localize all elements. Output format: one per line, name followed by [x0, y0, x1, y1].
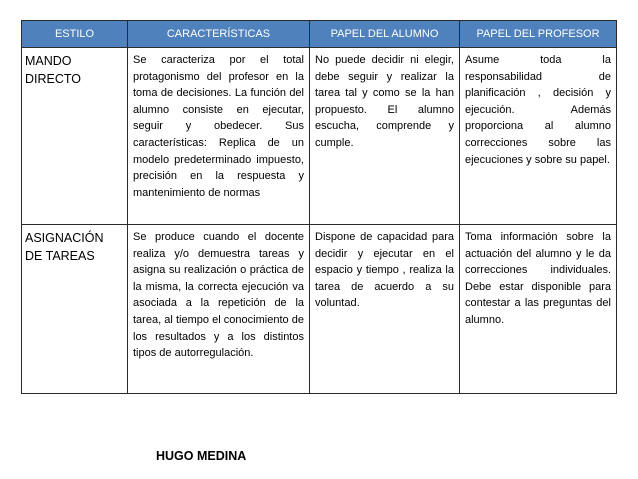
characteristics-cell: Se caracteriza por el total protagonismo del profesor en la toma de decisiones. La función del alumno consiste en ejecutar, seguir y obedecer. Sus características: Replica de un modelo predeterminado impuesto, precisión en la respuesta y mantenimiento de normas: [128, 48, 310, 225]
header-caracteristicas: CARACTERÍSTICAS: [128, 21, 310, 48]
teacher-role-cell: Toma información sobre la actuación del alumno y le da correcciones individuales. Debe estar disponible para contestar a las preguntas del alumno.: [460, 225, 617, 394]
teaching-styles-table: [21, 20, 617, 394]
author-name: HUGO MEDINA: [156, 449, 247, 463]
header-row: [22, 21, 617, 48]
student-role-cell: No puede decidir ni elegir, debe seguir y realizar la tarea tal y como se la han propuesto. El alumno escucha, comprende y cumple.: [310, 48, 460, 225]
teacher-role-cell: Asume toda la responsabilidad de planificación , decisión y ejecución. Además proporciona al alumno correcciones sobre las ejecuciones y sobre su papel.: [460, 48, 617, 225]
student-role-cell: Dispone de capacidad para decidir y ejecutar en el espacio y tiempo , realiza la tarea de acuerdo a su voluntad.: [310, 225, 460, 394]
header-papel-alumno: PAPEL DEL ALUMNO: [310, 21, 460, 48]
header-estilo: ESTILO: [22, 21, 128, 48]
table-row: [22, 48, 617, 225]
table-row: [22, 225, 617, 394]
style-name-cell: MANDO DIRECTO: [22, 48, 128, 225]
header-papel-profesor: PAPEL DEL PROFESOR: [460, 21, 617, 48]
style-name-cell: ASIGNACIÓN DE TAREAS: [22, 225, 128, 394]
characteristics-cell: Se produce cuando el docente realiza y/o demuestra tareas y asigna su realización o práctica de la misma, la correcta ejecución va asociada a la repetición de la tarea, al tiempo el conocimiento de los resultados y a los distintos tipos de autorregulación.: [128, 225, 310, 394]
